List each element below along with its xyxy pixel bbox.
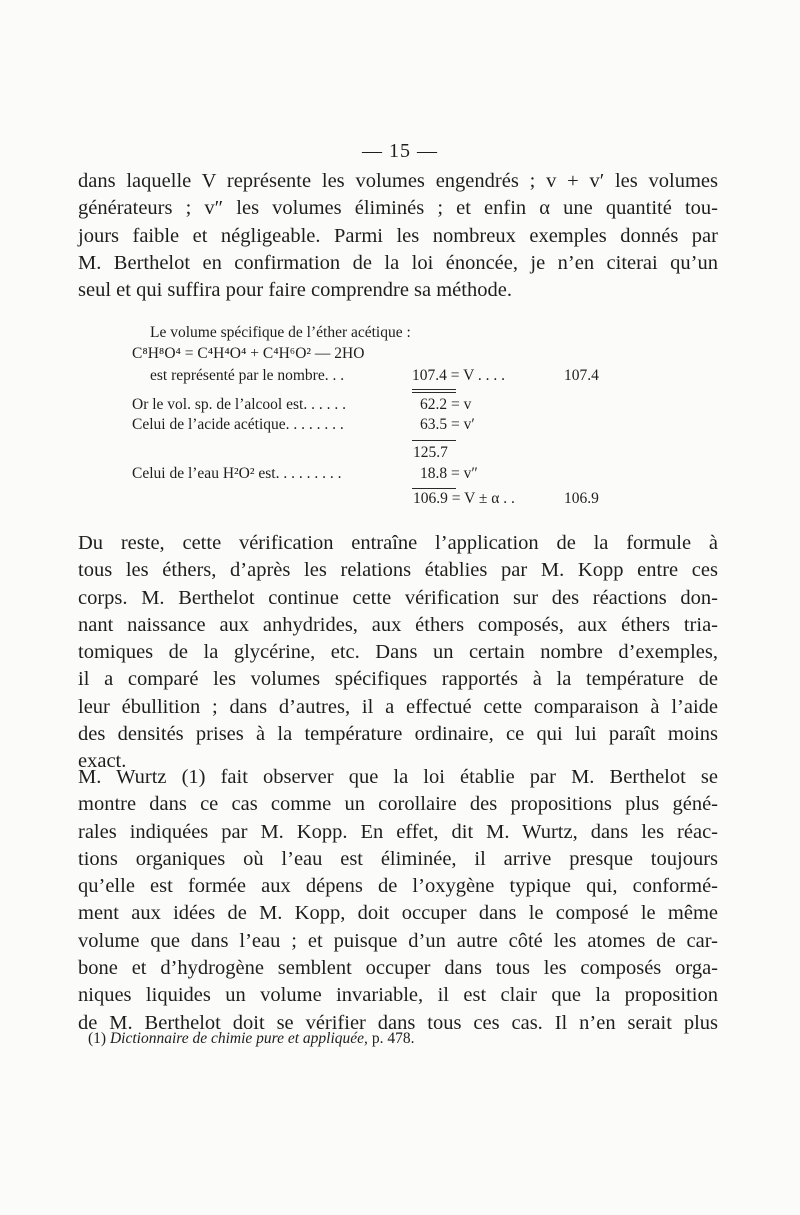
text-line: leur ébullition ; dans d’autres, il a effectué cette comparaison à l’aide <box>78 695 718 718</box>
final-rule <box>412 488 456 489</box>
text-line: M. Berthelot en confirmation de la loi énoncée, je n’en citerai qu’un <box>78 251 718 274</box>
paragraph-wurtz <box>78 764 718 1037</box>
text-line: ment aux idées de M. Kopp, doit occuper dans le composé le même <box>78 902 718 925</box>
text-line: tomiques de la glycérine, etc. Dans un certain nombre d’exemples, <box>78 641 718 664</box>
double-rule <box>412 389 456 390</box>
double-rule <box>412 392 456 393</box>
calc-alcohol-value: 62.2 = v <box>420 396 472 413</box>
calc-represented-result: 107.4 <box>564 367 599 384</box>
text-line: rales indiquées par M. Kopp. En effet, dit M. Wurtz, dans les réac- <box>78 820 718 843</box>
text-line: M. Wurtz (1) fait observer que la loi établie par M. Berthelot se <box>78 766 718 788</box>
text-line: tions organiques où l’eau est éliminée, il arrive presque toujours <box>78 847 718 870</box>
text-line: niques liquides un volume invariable, il est clair que la proposition <box>78 984 718 1007</box>
calc-formula: C⁸H⁸O⁴ = C⁴H⁴O⁴ + C⁴H⁶O² — 2HO <box>132 345 365 362</box>
calc-alcohol-label: Or le vol. sp. de l’alcool est. . . . . . <box>132 396 346 413</box>
text-line: tous les éthers, d’après les relations établies par M. Kopp entre ces <box>78 559 718 582</box>
footnote <box>88 1030 414 1048</box>
footnote-page: p. 478. <box>371 1030 415 1047</box>
text-line: des densités prises à la température ordinaire, ce qui lui paraît moins <box>78 723 718 746</box>
calc-acid-label: Celui de l’acide acétique. . . . . . . . <box>132 416 344 433</box>
paragraph-verification <box>78 530 718 776</box>
text-line: seul et qui suffira pour faire comprendre sa méthode. <box>78 279 512 302</box>
calc-acid-value: 63.5 = v′ <box>420 416 475 433</box>
calc-sum-value: 125.7 <box>413 444 448 461</box>
calc-water-value: 18.8 = v″ <box>420 465 478 482</box>
text-line: nant naissance aux anhydrides, aux éthers composés, aux éthers tria- <box>78 613 718 636</box>
footnote-title: Dictionnaire de chimie pure et appliquée, <box>109 1030 368 1047</box>
text-line: bone et d’hydrogène semblent occuper dans tous les composés orga- <box>78 957 718 980</box>
text-line: volume que dans l’eau ; et puisque d’un autre côté les atomes de car- <box>78 929 718 952</box>
text-line: jours faible et négligeable. Parmi les nombreux exemples donnés par <box>78 224 718 247</box>
text-line: générateurs ; v″ les volumes éliminés ; et enfin α une quantité tou- <box>78 197 718 220</box>
text-line: montre dans ce cas comme un corollaire des propositions plus géné- <box>78 793 718 816</box>
sum-rule <box>412 440 456 441</box>
calc-represented-value: 107.4 = V . . . . <box>412 367 505 384</box>
text-line: corps. M. Berthelot continue cette vérification sur des réactions don- <box>78 586 718 609</box>
page-number: — 15 — <box>362 140 438 162</box>
calc-water-label: Celui de l’eau H²O² est. . . . . . . . . <box>132 465 342 482</box>
calc-final-result: 106.9 <box>564 490 599 507</box>
text-line: il a comparé les volumes spécifiques rapportés à la température de <box>78 668 718 691</box>
calc-final-value: 106.9 = V ± α . . <box>413 490 515 507</box>
calc-intro: Le volume spécifique de l’éther acétique : <box>150 324 411 341</box>
text-line: de M. Berthelot doit se vérifier dans tous ces cas. Il n’en serait plus <box>78 1011 718 1034</box>
footnote-ref: (1) <box>88 1030 107 1047</box>
text-line: qu’elle est formée aux dépens de l’oxygène typique qui, conformé- <box>78 875 718 898</box>
text-line: dans laquelle V représente les volumes engendrés ; v + v′ les volumes <box>78 170 718 192</box>
calc-represented-label: est représenté par le nombre. . . <box>150 367 345 384</box>
text-line: Du reste, cette vérification entraîne l’application de la formule à <box>78 532 718 554</box>
paragraph-intro <box>78 168 718 304</box>
text-line: exact. <box>78 750 127 773</box>
